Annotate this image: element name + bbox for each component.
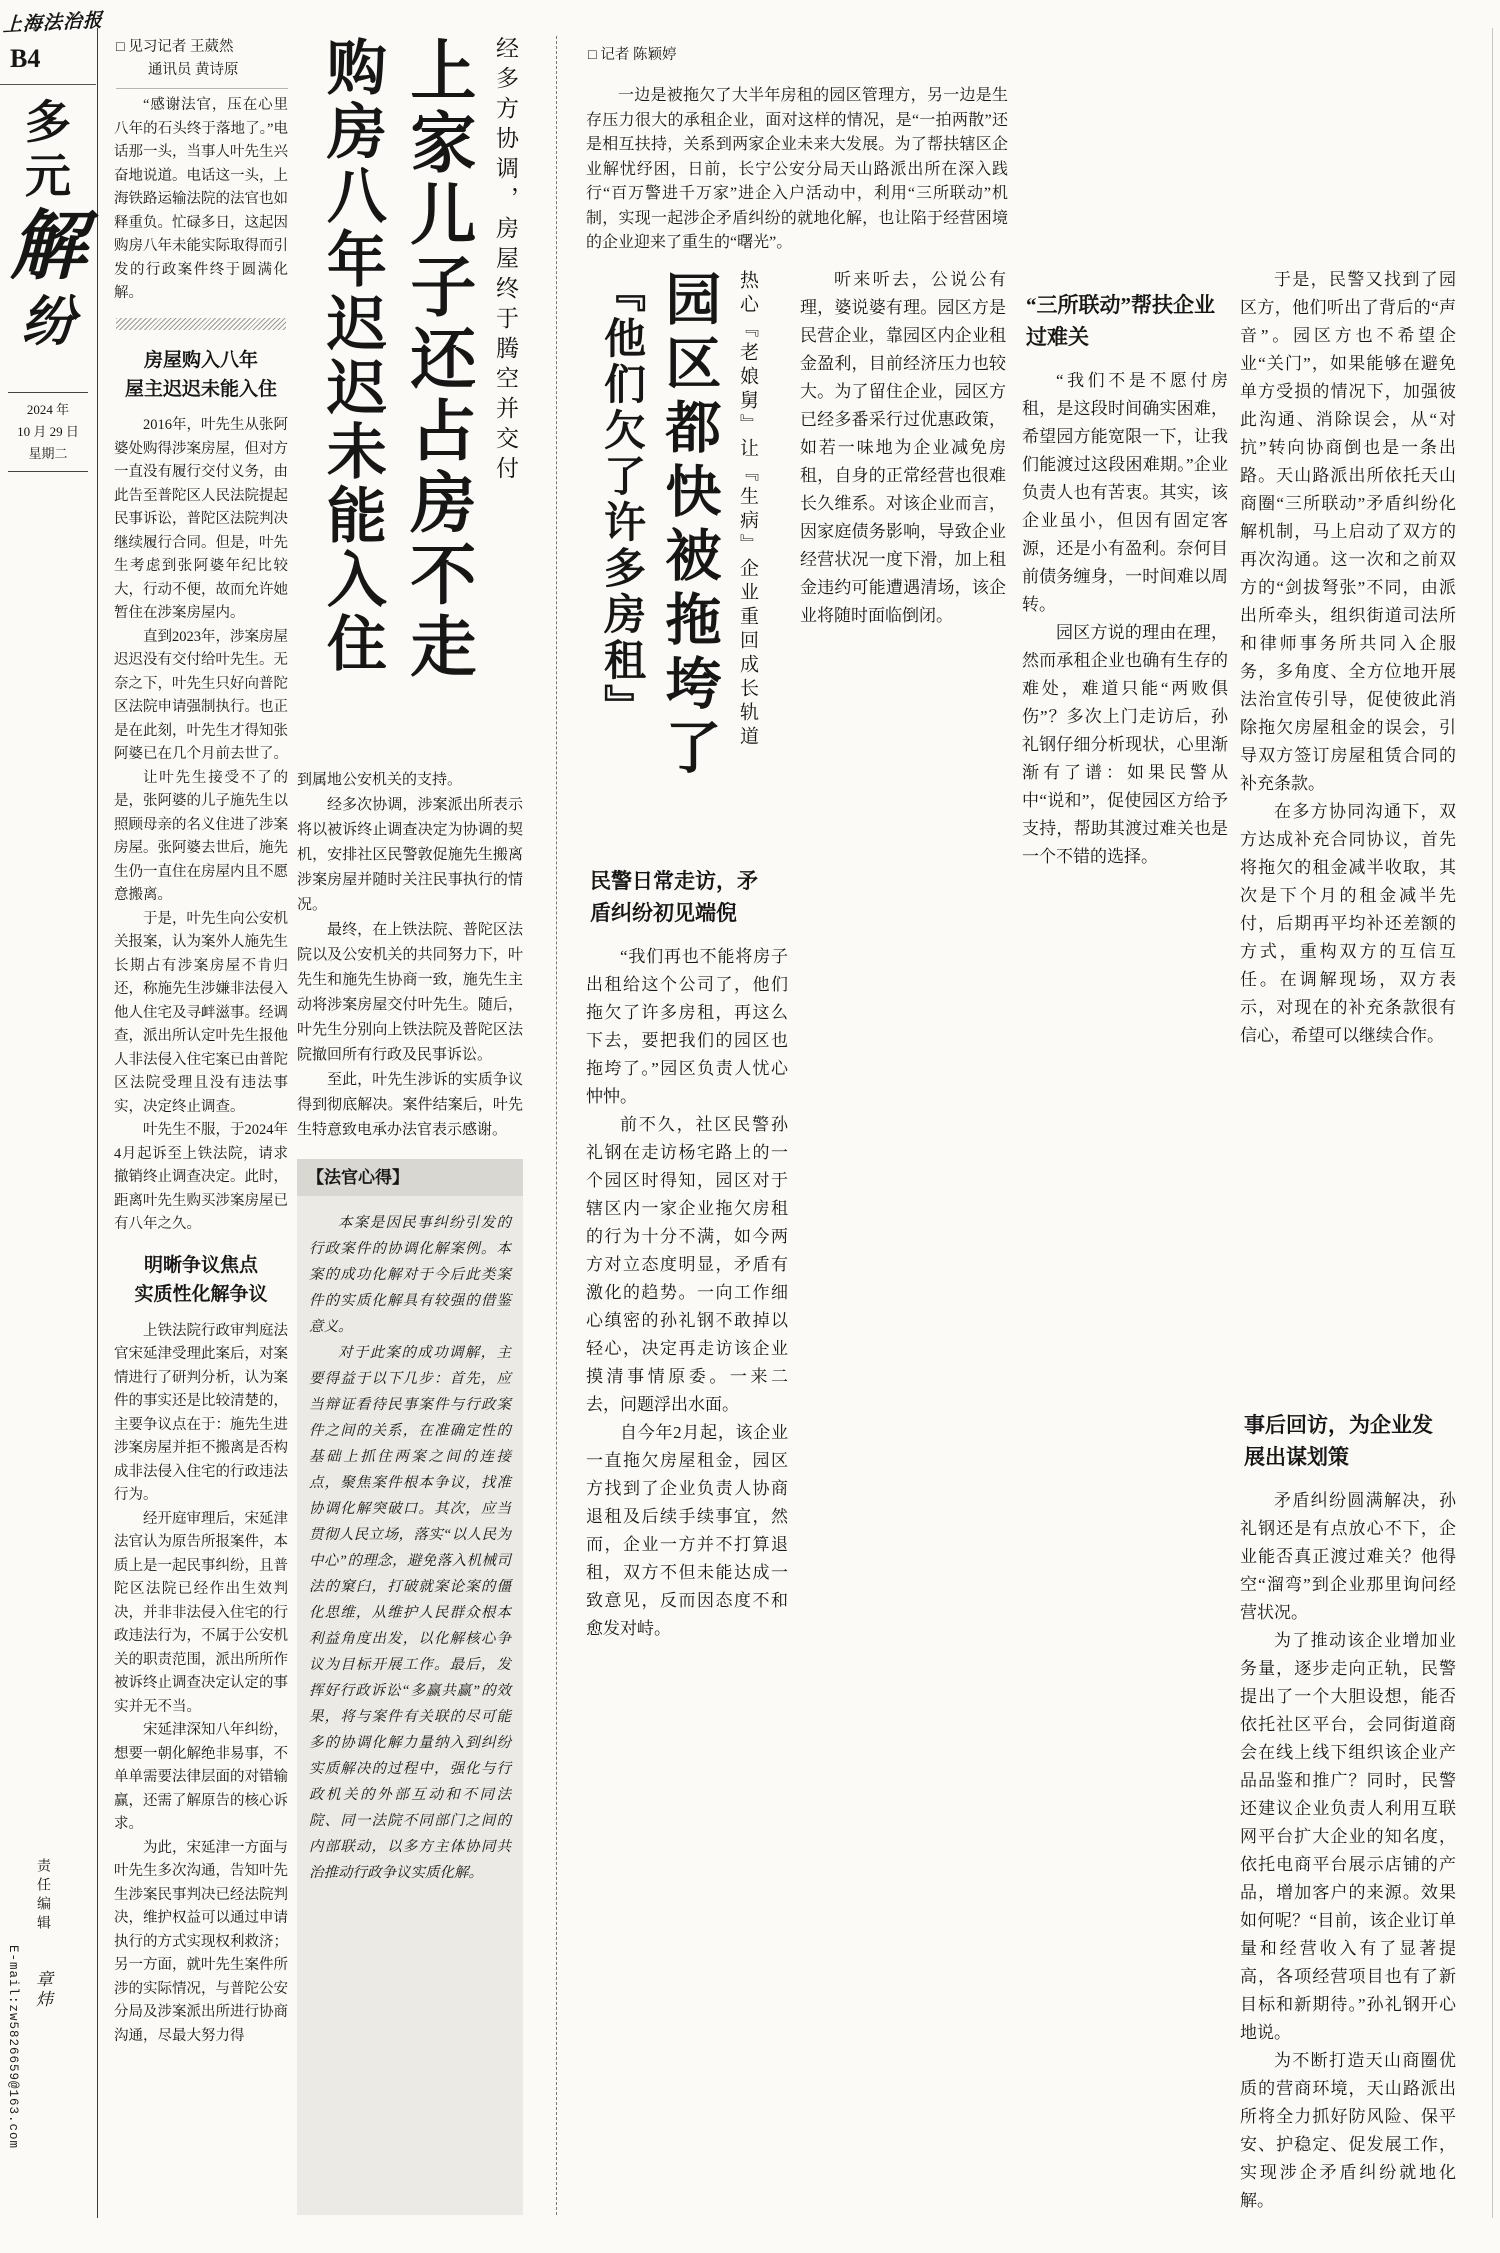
right-article-column-2 [800,266,1006,2215]
body-text [114,1320,288,2049]
subhead-line: 展出谋划策 [1244,1444,1349,1469]
subhead-line: 事后回访，为企业发 [1244,1413,1433,1437]
left-article-column-a [114,94,288,2215]
body-paragraph: “我们不是不愿付房租，是这段时间确实困难，希望园方能宽限一下，让我们能渡过这段困难期。”企业负责人也有苦衷。其实，该企业虽小，但因有固定客源，还是小有盈利。奈何目前债务缠身，一时间难以周转。 [1022,371,1228,614]
right-headline-sub: 『他们欠了许多房租』 [598,270,645,730]
left-article-byline [116,36,288,89]
body-paragraph: 经开庭审理后，宋延津法官认为原告所报案件，本质上是一起民事纠纷，且普陀区法院已经作出生效判决，并非非法侵入住宅的行政违法行为，不属于公安机关的职责范围，派出所所作被诉终止调查决定认定的事实并无不当。 [114,1510,288,1715]
section-subhead [586,866,788,929]
body-paragraph: 自今年2月起，该企业一直拖欠房屋租金，园区方找到了企业负责人协商退租及后续手续事宜，然而，企业一方并不打算退租，双方不但未能达成一致意见，反而因态度不和愈发对峙。 [586,1423,788,1638]
left-headline-kicker: 经多方协调，房屋终于腾空并交付 [493,36,518,486]
body-paragraph: 为了推动该企业增加业务量，逐步走向正轨，民警提出了一个大胆设想，能否依托社区平台，会同街道商会在线上线下组织该企业产品品鉴和推广？同时，民警还建议企业负责人利用互联网平台扩大企业的知名度，依托电商平台展示店铺的产品，增加客户的来源。效果如何呢？“目前，该企业订单量和经营收入有了显著提高，各项经营项目也有了新目标和新期待。”孙礼钢开心地说。 [1240,1631,1456,2042]
section-title-char: 多 [25,97,71,148]
subhead-line: 民警日常走访，矛 [590,869,758,893]
body-paragraph: 至此，叶先生涉诉的实质争议得到彻底解决。案件结案后，叶先生特意致电承办法官表示感谢。 [297,1072,523,1138]
date-year: 2024 年 [26,402,70,417]
column-divider [556,36,557,2215]
editor-credit [30,1858,55,2058]
right-article-column-3 [1022,290,1228,2215]
left-headline-main: 上家儿子还占房不走 [399,36,473,684]
publication-date [8,392,88,472]
body-paragraph: 经多次协调，涉案派出所表示将以被诉终止调查决定为协调的契机，安排社区民警敦促施先生搬离涉案房屋并随时关注民事执行的情况。 [297,797,523,913]
body-paragraph: 本案是因民事纠纷引发的行政案件的协调化解案例。本案的成功化解对于今后此类案件的实质化解具有较强的借鉴意义。 [309,1215,511,1335]
right-headline-block [584,270,760,854]
subhead-line: 明晰争议焦点 [143,1254,258,1276]
right-article-column-4 [1240,266,1456,2215]
right-lead-paragraph: 一边是被拖欠了大半年房租的园区管理方，另一边是生存压力很大的承租企业，面对这样的情况，是“一拍两散”还是相互扶持，关系到两家企业未来大发展。为了帮扶辖区企业解忧纾困，日前，长宁公安分局天山路派出所在深入践行“百万警进千万家”进企入户活动中，利用“三所联动”机制，实现一起涉企矛盾纠纷的就地化解，也让陷于经营困境的企业迎来了重生的“曙光”。 [586,87,1008,251]
byline-correspondent: 通讯员 黄诗原 [147,62,239,78]
body-text [1240,1487,1456,2215]
lead-paragraph: “感谢法官，压在心里八年的石头终于落地了。”电话那一头，当事人叶先生兴奋地说道。电话这一头，上海铁路运输法院的法官也如释重负。忙碌多日，这起因购房八年未能实际取得而引发的行政案件终于圆满化解。 [114,97,288,301]
body-paragraph: 于是，民警又找到了园区方，他们听出了背后的“声音”。园区方也不希望企业“关门”，如果能够在避免单方受损的情况下，加强彼此沟通、消除误会，从“对抗”转向协商倒也是一条出路。天山路派出所依托天山商圈“三所联动”矛盾纠纷化解机制，马上启动了双方的再次沟通。这一次和之前双方的“剑拔弩张”不同，由派出所牵头，组织街道司法所和律师事务所共同入企服务，多角度、全方位地开展法治宣传引导，促使彼此消除拖欠房屋租金的误会，引导双方签订房屋租赁合同的补充条款。 [1240,270,1456,793]
body-text [1022,367,1228,871]
section-subhead [1022,290,1228,353]
date-day: 10 月 29 日 [17,424,79,439]
body-paragraph: 矛盾纠纷圆满解决，孙礼钢还是有点放心不下，企业能否真正渡过难关？他得空“溜弯”到企业那里询问经营状况。 [1240,1491,1456,1622]
section-subhead [114,1251,288,1310]
body-paragraph: 最终，在上铁法院、普陀区法院以及公安机关的共同努力下，叶先生和施先生协商一致，施先生主动将涉案房屋交付叶先生。随后，叶先生分别向上铁法院及普陀区法院撤回所有行政及民事诉讼。 [297,922,523,1063]
subhead-line: 房屋购入八年 [143,349,258,371]
byline-reporter: □ 见习记者 王葳然 [116,39,234,55]
body-text [114,414,288,1237]
body-paragraph: 为此，宋延津一方面与叶先生多次沟通，告知叶先生涉案民事判决已经法院判决，维护权益可以通过申请执行的方式实现权利救济；另一方面，就叶先生案件所涉的实际情况，与普陀公安分局及涉案派出所进行协商沟通，尽最大努力得 [114,1839,288,2044]
left-article-column-b [297,768,523,2215]
section-title-char: 元 [25,151,71,203]
body-paragraph: 叶先生不服，于2024年4月起诉至上铁法院，请求撤销终止调查决定。此时，距离叶先生购买涉案房屋已有八年之久。 [114,1122,288,1233]
right-article-byline: □ 记者 陈颖婷 [588,47,677,63]
right-headline-kicker: 热心『老娘舅』让『生病』企业重回成长轨道 [737,270,758,750]
body-paragraph: 2016年，叶先生从张阿婆处购得涉案房屋，但对方一直没有履行交付义务，由此告至普陀区人民法院提起民事诉讼，普陀区法院判决继续履行合同。但是，叶先生考虑到张阿婆年纪比较大，行动不便，故而允许她暂住在涉案房屋内。 [114,417,288,622]
body-paragraph: 对于此案的成功调解，主要得益于以下几步：首先，应当辩证看待民事案件与行政案件之间的关系，在准确定性的基础上抓住两案之间的连接点，聚焦案件根本争议，找准协调化解突破口。其次，应当贯彻人民立场，落实“以人民为中心”的理念，避免落入机械司法的窠臼，打破就案论案的僵化思维，从维护人民群众根本利益角度出发，以化解核心争议为目标开展工作。最后，发挥好行政诉讼“多赢共赢”的效果，将与案件有关联的尽可能多的协调化解力量纳入到纠纷实质解决的过程中，强化与行政机关的外部互动和不同法院、同一法院不同部门之间的内部联动，以多方主体协同共治推动行政争议实质化解。 [309,1345,511,1881]
body-text [586,943,788,1643]
body-text [800,266,1006,630]
body-paragraph: 为不断打造天山商圈优质的营商环境，天山路派出所将全力抓好防风险、保平安、护稳定、促发展工作，实现涉企矛盾纠纷就地化解。 [1240,2051,1456,2210]
body-paragraph: 在多方协同沟通下，双方达成补充合同协议，首先将拖欠的租金减半收取，其次是下个月的租金减半先付，后期再平均补还差额的方式，重构双方的互信互任。在调解现场，双方表示，对现在的补充条款很有信心，希望可以继续合作。 [1240,802,1456,1045]
body-paragraph: 于是，叶先生向公安机关报案，认为案外人施先生长期占有涉案房屋不肯归还，称施先生涉嫌非法侵入他人住宅及寻衅滋事。经调查，派出所认定叶先生报他人非法侵入住宅案已由普陀区法院受理且没有违法事实，决定终止调查。 [114,910,288,1115]
subhead-line: 盾纠纷初见端倪 [590,900,737,925]
body-paragraph: “我们再也不能将房子出租给这个公司了，他们拖欠了许多房租，再这么下去，要把我们的园区也拖垮了。”园区负责人忧心忡忡。 [586,947,788,1106]
page-edge-rule [1492,28,1493,2218]
page-number-rule [0,84,96,85]
subhead-line: “三所联动”帮扶企业 [1026,293,1215,317]
left-headline-sub: 购房八年迟迟未能入住 [318,36,385,676]
subhead-line: 过难关 [1026,324,1089,349]
body-paragraph: 到属地公安机关的支持。 [297,772,463,788]
body-paragraph: 上铁法院行政审判庭法官宋延津受理此案后，对案情进行了研判分析，认为案件的事实还是比较清楚的，主要争议点在于：施先生进涉案房屋并拒不搬离是否构成非法侵入住宅的行政违法行为。 [114,1322,288,1504]
sidebar-divider-rule [97,28,98,2218]
page-number: B4 [10,44,41,73]
judge-notes-title: 【法官心得】 [297,1159,523,1196]
body-text [297,768,523,1143]
subhead-line: 屋主迟迟未能入住 [124,378,277,400]
section-subhead [114,346,288,405]
section-title [8,96,88,354]
judge-notes-block [297,1196,523,2215]
section-subhead [1240,1410,1456,1473]
editor-email: E-mail:zw5826659@163.com [6,1945,20,2150]
editor-name: 章炜 [33,1970,52,2010]
section-title-char: 解 [10,204,86,289]
body-paragraph: 听来听去，公说公有理，婆说婆有理。园区方是民营企业，靠园区内企业租金盈利，目前经济压力也较大。为了留住企业，园区方已经多番采行过优惠政策，如若一味地为企业减免房租，自身的正常经营也很难长久维系。对该企业而言，因家庭债务影响，导致企业经营状况一度下滑，加上租金违约可能遭遇清场，该企业将随时面临倒闭。 [800,270,1006,625]
body-paragraph: 宋延津深知八年纠纷，想要一朝化解绝非易事，不单单需要法律层面的对错输赢，还需了解原告的核心诉求。 [114,1722,288,1833]
body-paragraph: 让叶先生接受不了的是，张阿婆的儿子施先生以照顾母亲的名义住进了涉案房屋。张阿婆去世后，施先生仍一直住在房屋内且不愿意搬离。 [114,769,288,904]
body-text [1240,266,1456,1050]
date-weekday: 星期二 [28,446,68,461]
right-article-column-1 [586,866,788,2215]
left-headline-block [295,36,521,760]
subhead-line: 实质性化解争议 [134,1284,268,1306]
body-paragraph: 直到2023年，涉案房屋迟迟没有交付给叶先生。无奈之下，叶先生只好向普陀区法院申请强制执行。也正是在此刻，叶先生才得知张阿婆已在几个月前去世了。 [114,628,288,763]
body-paragraph: 前不久，社区民警孙礼钢在走访杨宅路上的一个园区时得知，园区对于辖区内一家企业拖欠房租的行为十分不满，如今两方对立态度明显，矛盾有激化的趋势。一向工作细心缜密的孙礼钢不敢掉以轻心，决定再走访该企业摸清事情原委。一来二去，问题浮出水面。 [586,1115,788,1414]
right-headline-main: 园区都快被拖垮了 [657,270,720,782]
editor-label: 责任编辑 [35,1858,50,1934]
section-title-char: 纷 [21,291,75,352]
masthead-logo: 上海法治报 [2,10,104,37]
hatch-divider [116,318,286,330]
body-paragraph: 园区方说的理由在理，然而承租企业也确有生存的难处，难道只能“两败俱伤”？多次上门走访后，孙礼钢仔细分析现状，心里渐渐有了谱：如果民警从中“说和”，促使园区方给予支持，帮助其渡过难关也是一个不错的选择。 [1022,623,1228,866]
